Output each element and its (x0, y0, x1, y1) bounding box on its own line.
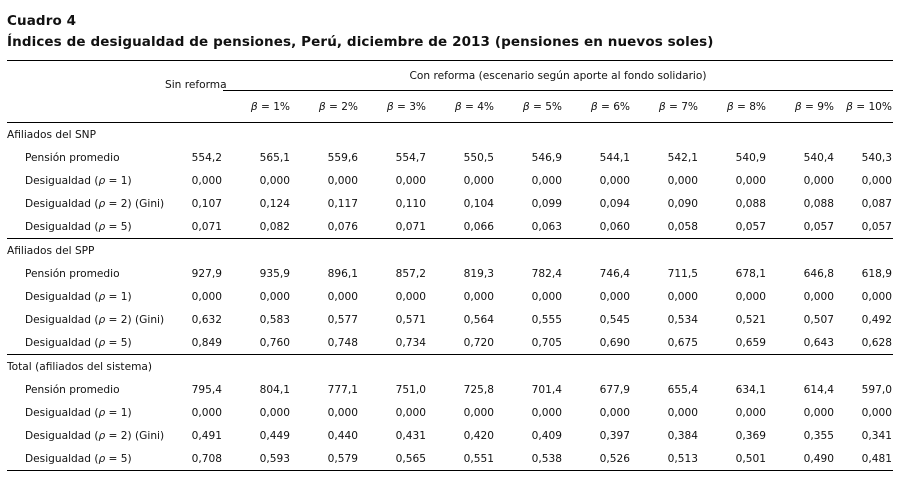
table-cell: 0,000 (667, 290, 698, 303)
table-cell: 0,501 (735, 452, 766, 465)
table-cell: 0,440 (327, 429, 358, 442)
table-cell: 0,513 (667, 452, 698, 465)
table-cell: 677,9 (599, 383, 630, 396)
table-row (7, 447, 893, 471)
table-cell: 0,632 (191, 313, 222, 326)
table-cell: 0,124 (259, 197, 290, 210)
header-beta-9: β = 9% (767, 91, 835, 123)
table-cell: 0,583 (259, 313, 290, 326)
table-cell: 0,409 (531, 429, 562, 442)
table-row (7, 331, 893, 355)
table-cell: 0,571 (395, 313, 426, 326)
table-cell: 0,088 (735, 197, 766, 210)
table-cell: 0,534 (667, 313, 698, 326)
table-cell: 782,4 (531, 267, 562, 280)
table-cell: 0,000 (191, 174, 222, 187)
table-cell: 0,000 (191, 406, 222, 419)
section-heading: Total (afiliados del sistema) (7, 360, 153, 373)
table-cell: 0,708 (191, 452, 222, 465)
table-cell: 0,000 (395, 406, 426, 419)
table-cell: 0,000 (667, 406, 698, 419)
table-cell: 646,8 (803, 267, 834, 280)
table-cell: 655,4 (667, 383, 698, 396)
table-cell: 0,000 (259, 290, 290, 303)
table-cell: 559,6 (327, 151, 358, 164)
table-cell: 0,076 (327, 220, 358, 233)
row-label: Desigualdad (ρ = 5) (25, 336, 132, 349)
table-cell: 0,507 (803, 313, 834, 326)
row-label: Pensión promedio (25, 151, 120, 164)
row-label: Desigualdad (ρ = 2) (Gini) (25, 197, 165, 210)
table-cell: 0,545 (599, 313, 630, 326)
table-cell: 0,057 (803, 220, 834, 233)
table-cell: 0,593 (259, 452, 290, 465)
table-cell: 0,000 (531, 406, 562, 419)
table-cell: 0,000 (259, 406, 290, 419)
table-cell: 804,1 (259, 383, 290, 396)
table-cell: 0,492 (861, 313, 892, 326)
row-label: Desigualdad (ρ = 5) (25, 220, 132, 233)
table-cell: 0,000 (531, 174, 562, 187)
table-cell: 0,384 (667, 429, 698, 442)
table-cell: 0,066 (463, 220, 494, 233)
table-cell: 0,071 (191, 220, 222, 233)
header-beta-3: β = 3% (359, 91, 427, 123)
table-cell: 746,4 (599, 267, 630, 280)
table-cell: 0,088 (803, 197, 834, 210)
row-label: Desigualdad (ρ = 2) (Gini) (25, 313, 165, 326)
table-cell: 0,369 (735, 429, 766, 442)
table-cell: 0,720 (463, 336, 494, 349)
table-cell: 554,2 (191, 151, 222, 164)
table-cell: 896,1 (327, 267, 358, 280)
section-heading-row (7, 123, 893, 146)
table-cell: 0,058 (667, 220, 698, 233)
table-cell: 544,1 (599, 151, 630, 164)
table-cell: 550,5 (463, 151, 494, 164)
table-cell: 0,000 (861, 174, 892, 187)
table-cell: 0,481 (861, 452, 892, 465)
table-cell: 0,431 (395, 429, 426, 442)
table-row (7, 401, 893, 424)
table-cell: 0,071 (395, 220, 426, 233)
row-label: Desigualdad (ρ = 2) (Gini) (25, 429, 165, 442)
table-cell: 540,3 (861, 151, 892, 164)
table-cell: 0,748 (327, 336, 358, 349)
table-cell: 0,094 (599, 197, 630, 210)
section-heading-row (7, 239, 893, 262)
table-cell: 0,000 (599, 174, 630, 187)
table-cell: 935,9 (259, 267, 290, 280)
table-title: Índices de desigualdad de pensiones, Perú, diciembre de 2013 (pensiones en nuevos soles) (7, 34, 714, 50)
table-cell: 0,659 (735, 336, 766, 349)
table-cell: 0,849 (191, 336, 222, 349)
table-cell: 0,000 (599, 406, 630, 419)
table-cell: 0,000 (735, 174, 766, 187)
table-cell: 0,526 (599, 452, 630, 465)
pension-inequality-table (7, 60, 893, 471)
table-cell: 565,1 (259, 151, 290, 164)
header-beta-2: β = 2% (291, 91, 359, 123)
table-cell: 0,000 (861, 290, 892, 303)
table-cell: 0,099 (531, 197, 562, 210)
table-cell: 0,760 (259, 336, 290, 349)
table-cell: 0,060 (599, 220, 630, 233)
table-cell: 0,000 (531, 290, 562, 303)
table-cell: 701,4 (531, 383, 562, 396)
table-cell: 0,057 (861, 220, 892, 233)
header-beta-10: β = 10% (835, 91, 893, 123)
table-cell: 0,449 (259, 429, 290, 442)
table-cell: 0,090 (667, 197, 698, 210)
section-heading: Afiliados del SNP (7, 128, 96, 141)
table-cell: 0,082 (259, 220, 290, 233)
table-row (7, 378, 893, 401)
header-con-reforma: Con reforma (escenario según aporte al fondo solidario) (409, 69, 707, 82)
table-cell: 0,000 (463, 406, 494, 419)
header-row-2 (7, 91, 893, 123)
table-cell: 0,565 (395, 452, 426, 465)
row-label: Desigualdad (ρ = 1) (25, 174, 132, 187)
table-cell: 0,000 (327, 290, 358, 303)
table-cell: 0,355 (803, 429, 834, 442)
table-row (7, 424, 893, 447)
table-cell: 614,4 (803, 383, 834, 396)
table-cell: 857,2 (395, 267, 426, 280)
header-beta-6: β = 6% (563, 91, 631, 123)
table-cell: 0,000 (327, 406, 358, 419)
table-cell: 751,0 (395, 383, 426, 396)
row-label: Pensión promedio (25, 267, 120, 280)
table-cell: 795,4 (191, 383, 222, 396)
table-cell: 0,000 (395, 290, 426, 303)
table-cell: 819,3 (463, 267, 494, 280)
table-cell: 0,000 (735, 290, 766, 303)
table-cell: 0,521 (735, 313, 766, 326)
table-cell: 777,1 (327, 383, 358, 396)
table-cell: 540,4 (803, 151, 834, 164)
header-beta-5: β = 5% (495, 91, 563, 123)
table-row (7, 285, 893, 308)
table-cell: 0,551 (463, 452, 494, 465)
table-cell: 542,1 (667, 151, 698, 164)
table-cell: 0,110 (395, 197, 426, 210)
table-cell: 546,9 (531, 151, 562, 164)
table-cell: 0,420 (463, 429, 494, 442)
table-cell: 0,117 (327, 197, 358, 210)
table-cell: 0,628 (861, 336, 892, 349)
table-cell: 0,000 (259, 174, 290, 187)
table-cell: 0,555 (531, 313, 562, 326)
table-cell: 540,9 (735, 151, 766, 164)
table-cell: 0,057 (735, 220, 766, 233)
row-label: Desigualdad (ρ = 1) (25, 290, 132, 303)
table-row (7, 169, 893, 192)
table-cell: 618,9 (861, 267, 892, 280)
table-row (7, 262, 893, 285)
table-number: Cuadro 4 (7, 13, 77, 29)
table-cell: 554,7 (395, 151, 426, 164)
table-cell: 0,579 (327, 452, 358, 465)
section-heading: Afiliados del SPP (7, 244, 95, 257)
header-row-1 (7, 61, 893, 91)
header-sin-reforma: Sin reforma (165, 78, 227, 91)
table-cell: 0,564 (463, 313, 494, 326)
table-cell: 0,000 (599, 290, 630, 303)
row-label: Pensión promedio (25, 383, 120, 396)
table-row (7, 146, 893, 169)
table-cell: 927,9 (191, 267, 222, 280)
table-cell: 0,107 (191, 197, 222, 210)
table-cell: 634,1 (735, 383, 766, 396)
table-cell: 0,000 (803, 290, 834, 303)
table-cell: 0,690 (599, 336, 630, 349)
table-cell: 0,675 (667, 336, 698, 349)
header-beta-4: β = 4% (427, 91, 495, 123)
table-cell: 0,000 (803, 406, 834, 419)
table-cell: 0,000 (463, 290, 494, 303)
section-heading-row (7, 355, 893, 378)
table-cell: 0,000 (667, 174, 698, 187)
table-row (7, 215, 893, 239)
table-cell: 0,000 (395, 174, 426, 187)
table-cell: 0,087 (861, 197, 892, 210)
row-label: Desigualdad (ρ = 5) (25, 452, 132, 465)
header-beta-1: β = 1% (223, 91, 291, 123)
table-cell: 0,491 (191, 429, 222, 442)
table-cell: 0,000 (191, 290, 222, 303)
table-cell: 0,734 (395, 336, 426, 349)
table-cell: 0,104 (463, 197, 494, 210)
bottom-rule (7, 471, 893, 472)
table-cell: 0,538 (531, 452, 562, 465)
table-cell: 0,063 (531, 220, 562, 233)
table-cell: 0,000 (735, 406, 766, 419)
header-beta-7: β = 7% (631, 91, 699, 123)
row-label: Desigualdad (ρ = 1) (25, 406, 132, 419)
table-cell: 725,8 (463, 383, 494, 396)
table-cell: 0,705 (531, 336, 562, 349)
header-beta-8: β = 8% (699, 91, 767, 123)
table-cell: 678,1 (735, 267, 766, 280)
table-cell: 0,643 (803, 336, 834, 349)
table-cell: 0,000 (327, 174, 358, 187)
table-cell: 711,5 (667, 267, 698, 280)
table-cell: 0,490 (803, 452, 834, 465)
table-cell: 0,000 (861, 406, 892, 419)
table-cell: 597,0 (861, 383, 892, 396)
table-cell: 0,000 (803, 174, 834, 187)
table-cell: 0,000 (463, 174, 494, 187)
table-cell: 0,577 (327, 313, 358, 326)
table-cell: 0,341 (861, 429, 892, 442)
table-row (7, 308, 893, 331)
table-row (7, 192, 893, 215)
table-cell: 0,397 (599, 429, 630, 442)
